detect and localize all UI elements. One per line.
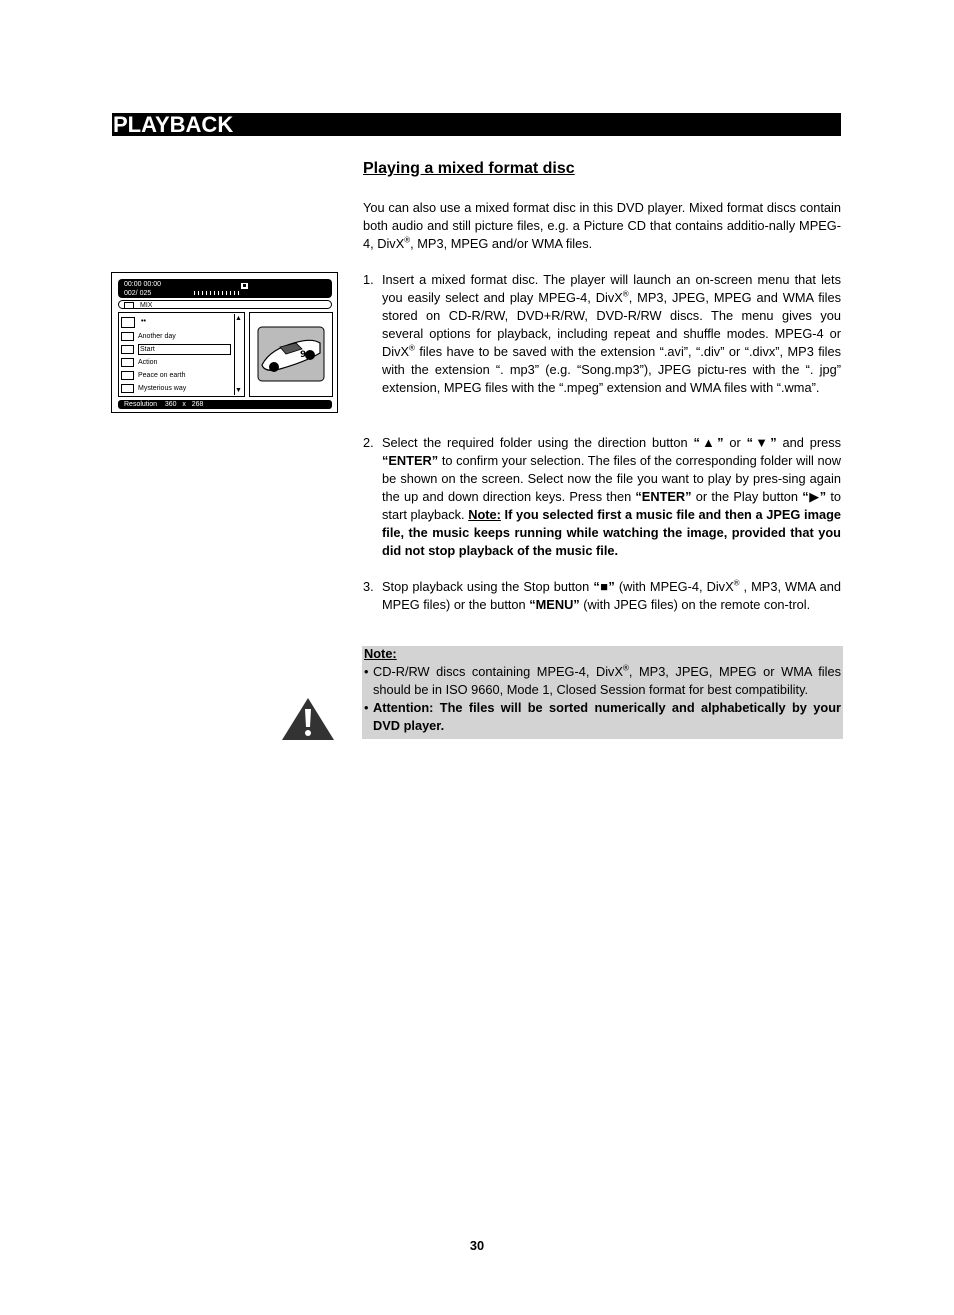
list-item: 2. Select the required folder using the direction button “▲” or “▼” and press “ENTER” to confirm your selection. The files of the corresponding folder will now be shown on the screen. Select now the file you want to play by pres-sing again the up and down direction keys. Press then “ENTER” or the Play button “▶” to start playback. Note: If you selected first a music file and then a JPEG image file, the music keeps running while watching the image, provided that you did not stop playback of the music file. [363,435,842,558]
car-number: 99 [300,350,313,360]
file-icon [121,371,134,380]
header-bar [112,113,841,136]
osd-folder-name: MIX [140,302,153,309]
note-bullet: • Attention: The files will be sorted numerically and alphabetically by your DVD player. [364,700,841,733]
file-icon [121,345,134,354]
osd-root-label: •• [141,318,146,325]
race-car-image [250,313,332,396]
step-number: 1. [363,272,374,287]
osd-folder-bar [118,300,332,309]
list-item: 3. Stop playback using the Stop button “■” (with MPEG-4, DivX® , MP3, WMA and MPEG files) or the button “MENU” (with JPEG files) on the remote con-trol. [363,578,841,612]
file-icon [121,384,134,393]
list-item: 1. Insert a mixed format disc. The player will launch an on-screen menu that lets you easily select and play MPEG-4, DivX®, MP3, JPEG, MPEG and WMA files stored on CD-R/RW, DVD+R/RW, DVD-R/RW discs. The menu gives you several options for playback, including repeat and shuffle modes. MPEG-4 or DivX® files have to be saved with the extension “.avi”, “.div” or “.divx”, MP3 files with the extension “. mp3” (e.g. “Song.mp3”), JPEG pictu-res with the “. jpg” extension, MPEG files with the “.mpeg” extension and WMA files with “.wma”. [363,272,841,395]
note-title: Note: [364,646,397,661]
osd-stop-icon [240,282,249,290]
file-icon [121,332,134,341]
osd-resolution: Resolution 360 x 268 [124,401,204,408]
file-icon [121,358,134,367]
intro-paragraph: You can also use a mixed format disc in this DVD player. Mixed format discs contain both audio and still picture files, e.g. a Picture CD that contains additio-nally MPEG-4, DivX®, MP3, MPEG and/or WMA files. [363,200,841,251]
osd-track: 002/ 025 [124,290,152,297]
step-number: 3. [363,579,374,594]
osd-preview [249,312,333,397]
osd-progress-ticks [194,291,242,295]
osd-file-list: •• Another day Start Action Peace on earth Mysterious way ▲ ▼ [118,312,245,397]
note-bullet: • CD-R/RW discs containing MPEG-4, DivX®, MP3, JPEG, MPEG or WMA files should be in ISO 9660, Mode 1, Closed Session format for best compatibility. [364,663,841,697]
scroll-down-icon: ▼ [235,387,242,394]
osd-resolution-bar [118,400,332,409]
page-title: PLAYBACK [113,112,234,137]
folder-icon [121,317,135,328]
osd-time: 00:00 00:00 [124,281,161,288]
step-number: 2. [363,435,374,450]
osd-status-bar [118,279,332,298]
page-number: 30 [469,1238,485,1253]
scroll-up-icon: ▲ [235,315,242,322]
section-title: Playing a mixed format disc [363,160,575,177]
osd-screen-illustration [111,272,338,413]
folder-icon [124,302,134,309]
warning-icon [281,697,335,741]
osd-scrollbar [234,314,243,395]
note-box [362,646,843,739]
